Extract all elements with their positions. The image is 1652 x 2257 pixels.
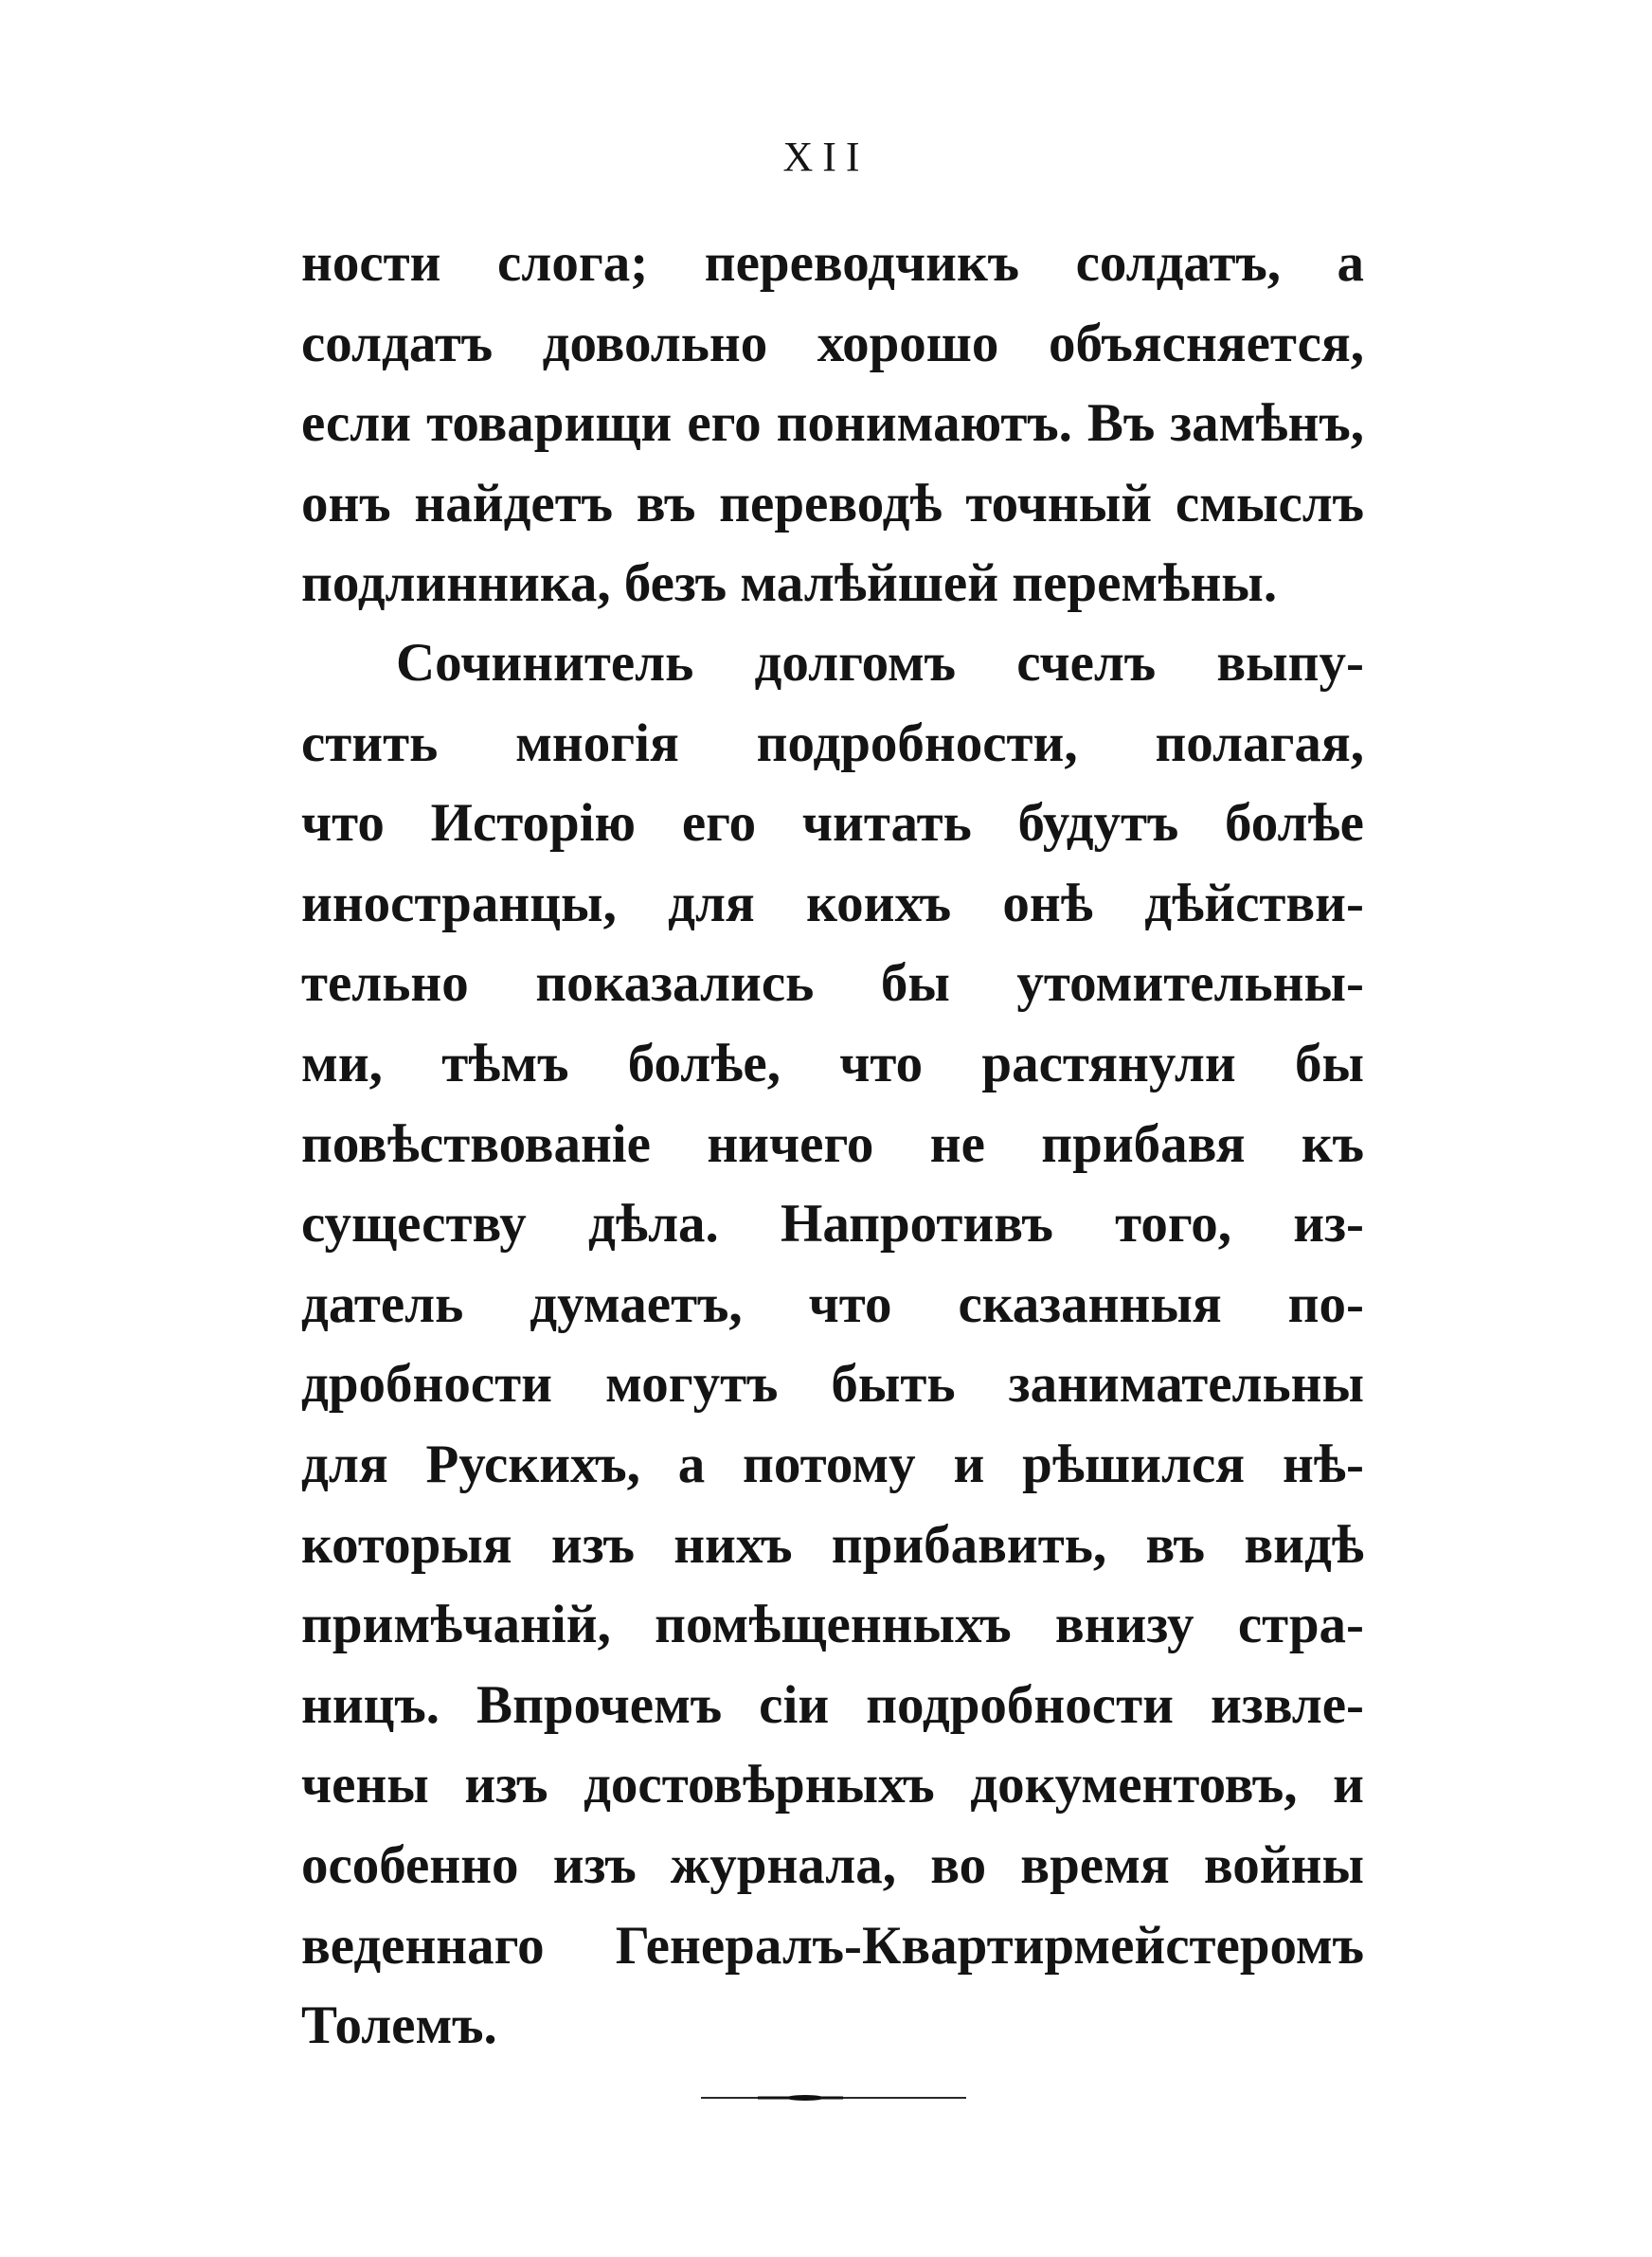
- text-line: ности слога; переводчикъ солдатъ, а: [301, 233, 1364, 293]
- text-line: примѣчаній, помѣщенныхъ внизу стра-: [301, 1595, 1364, 1655]
- end-ornament: [701, 2094, 966, 2102]
- text-line: онъ найдетъ въ переводѣ точный смыслъ: [301, 473, 1364, 533]
- text-line: особенно изъ журнала, во время войны: [301, 1834, 1364, 1895]
- text-line: что Исторію его читать будутъ болѣе: [301, 793, 1364, 854]
- text-line: повѣствованіе ничего не прибавя къ: [301, 1113, 1364, 1174]
- text-line: ницъ. Впрочемъ сіи подробности извле-: [301, 1674, 1364, 1735]
- text-line: Толемъ.: [301, 1995, 497, 2056]
- page-number: XII: [782, 134, 870, 180]
- text-line: иностранцы, для коихъ онѣ дѣйстви-: [301, 873, 1364, 933]
- paragraph-1: [301, 224, 1364, 624]
- text-line: стить многія подробности, полагая,: [301, 713, 1364, 773]
- text-line: веденнаго Генералъ-Квартирмейстеромъ: [301, 1915, 1364, 1976]
- text-line: которыя изъ нихъ прибавить, въ видѣ: [301, 1514, 1364, 1575]
- text-line: датель думаетъ, что сказанныя по-: [301, 1273, 1364, 1334]
- text-line: существу дѣла. Напротивъ того, из-: [301, 1194, 1364, 1255]
- text-line: чены изъ достовѣрныхъ документовъ, и: [301, 1755, 1364, 1815]
- text-line: тельно показались бы утомительны-: [301, 953, 1364, 1014]
- text-line: ми, тѣмъ болѣе, что растянули бы: [301, 1033, 1364, 1093]
- text-line: солдатъ довольно хорошо объясняется,: [301, 313, 1364, 373]
- text-line: если товарищи его понимаютъ. Въ замѣнъ,: [301, 393, 1364, 454]
- text-line: для Рускихъ, а потому и рѣшился нѣ-: [301, 1434, 1364, 1494]
- text-line: дробности могутъ быть занимательны: [301, 1354, 1364, 1415]
- text-line: Сочинитель долгомъ счелъ выпу-: [396, 633, 1364, 693]
- text-line: подлинника, безъ малѣйшей перемѣны.: [301, 553, 1278, 614]
- paragraph-2: [301, 623, 1364, 2067]
